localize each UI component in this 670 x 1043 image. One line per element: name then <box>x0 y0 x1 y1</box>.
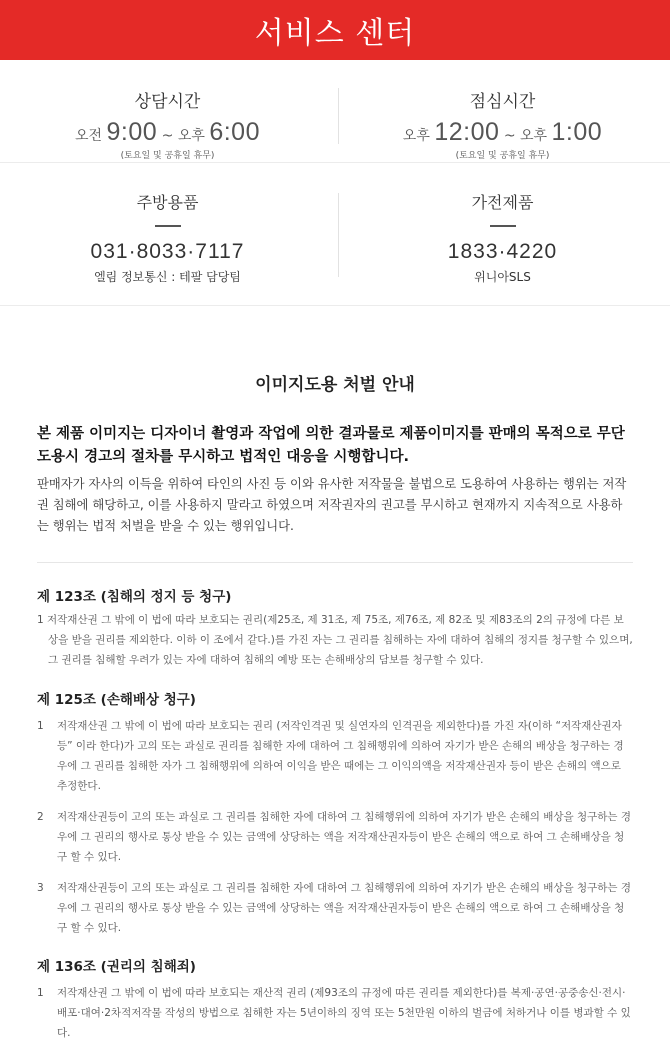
notice-title: 이미지도용 처벌 안내 <box>255 375 415 395</box>
lunch-hours <box>335 60 670 162</box>
lunch-start-time: 12:00 <box>434 118 500 146</box>
article-136-heading: 제 136조 (권리의 침해죄) <box>37 959 196 975</box>
appliance-contact-team: 위니아SLS <box>474 270 531 284</box>
banner-title: 서비스 센터 <box>254 16 416 51</box>
article-136 <box>37 955 633 1043</box>
lunch-end-prefix: 오후 <box>520 128 548 144</box>
lunch-start-prefix: 오후 <box>402 128 430 144</box>
appliance-contact-title: 가전제품 <box>471 193 534 212</box>
notice-warning: 본 제품 이미지는 디자이너 촬영과 작업에 의한 결과물로 제품이미지를 판매의 목적으로 무단 도용시 경고의 절차를 무시하고 법적인 대응을 시행합니다. <box>37 426 625 465</box>
article-123-heading: 제 123조 (침해의 정지 등 청구) <box>37 589 232 605</box>
contacts-divider <box>338 193 339 277</box>
article-125-item <box>37 878 633 938</box>
consult-hours-title: 상담시간 <box>134 92 201 112</box>
kitchen-contact-team: 엘림 정보통신 : 테팔 담당팀 <box>94 270 241 284</box>
article-125-heading: 제 125조 (손해배상 청구) <box>37 692 196 708</box>
consult-hours-note: (토요일 및 공휴일 휴무) <box>120 151 215 161</box>
consult-end-prefix: 오후 <box>177 128 205 144</box>
item-number: 3 <box>37 882 44 894</box>
consult-end-time: 6:00 <box>209 118 260 146</box>
appliance-dash-divider <box>490 225 516 227</box>
section-divider <box>37 562 633 563</box>
consult-hours-time <box>0 118 335 147</box>
item-number: 1 <box>37 987 44 999</box>
article-123-text: 1 저작재산권 그 밖에 이 법에 따라 보호되는 권리(제25조, 제 31조, 제 75조, 제76조, 제 82조 및 제83조의 2의 규정에 다른 보상을 받을 권리를 제외한다. 이하 이 조에서 같다.)를 가진 자는 그 권리를 침해하는 자에 대하여 침해의 정지를 청구할 수 있으며, 그 권리를 침해할 우려가 있는 자에 대하여 침해의 예방 또는 손해배상의 담보를 청구할 수 있다. <box>37 614 633 666</box>
item-text: 저작재산권등이 고의 또는 과실로 그 권리를 침해한 자에 대하여 그 침해행위에 의하여 자기가 받은 손해의 배상을 청구하는 경우에 그 권리의 행사로 통상 받을 수 있는 금액에 상당하는 액을 저작재산권자등이 받은 손해의 액으로 하여 그 손해배상을 청구 할 수 있다. <box>57 882 632 934</box>
consult-tilde: ~ <box>161 128 174 144</box>
appliance-contact <box>335 163 670 305</box>
lunch-end-time: 1:00 <box>551 118 603 146</box>
kitchen-dash-divider <box>155 225 181 227</box>
kitchen-contact <box>0 163 335 305</box>
lunch-tilde: ~ <box>503 128 516 144</box>
lunch-hours-note: (토요일 및 공휴일 휴무) <box>455 151 550 161</box>
item-number: 2 <box>37 811 44 823</box>
appliance-phone-number[interactable]: 1833·4220 <box>447 240 558 263</box>
item-text: 저작재산권 그 밖에 이 법에 따라 보호되는 권리 (저작인격권 및 실연자의 인격권을 제외한다)를 가진 자(이하 “저작재산권자등” 이라 한다)가 고의 또는 과실로 권리를 침해한 자에 대하여 그 침해행위에 의하여 자기가 받은 손해의 배상을 청구하는 경우에 그 권리를 침해한 자가 그 침해행위에 의하여 이익을 받은 때에는 그 이익의액을 저작재산권자 등이 받은 손해의 액으로 추정한다. <box>57 720 624 792</box>
item-number: 1 <box>37 720 44 732</box>
article-125 <box>37 688 633 938</box>
hours-divider <box>338 88 339 144</box>
item-text: 저작재산권 그 밖에 이 법에 따라 보호되는 재산적 권리 (제93조의 규정에 따른 권리를 제외한다)를 복제·공연·공중송신·전시·배포·대여·2차적저작물 작성의 방법으로 침해한 자는 5년이하의 징역 또는 5천만원 이하의 벌금에 처하거나 이를 병과할 수 있다. <box>57 987 631 1039</box>
article-136-item <box>37 983 633 1043</box>
kitchen-contact-title: 주방용품 <box>136 193 199 212</box>
article-125-item <box>37 716 633 796</box>
consult-start-time: 9:00 <box>106 118 158 146</box>
article-123 <box>37 585 633 670</box>
notice-description: 판매자가 자사의 이득을 위하여 타인의 사진 등 이와 유사한 저작물을 불법으로 도용하여 사용하는 행위는 저작권 침해에 해당하고, 이를 사용하지 말라고 하였으며 저작권자의 권고를 무시하고 현재까지 지속적으로 사용하는 행위는 법적 처벌을 받을 수 있는 행위입니다. <box>37 477 627 533</box>
item-text: 저작재산권등이 고의 또는 과실로 그 권리를 침해한 자에 대하여 그 침해행위에 의하여 자기가 받은 손해의 배상을 청구하는 경우에 그 권리의 행사로 통상 받을 수 있는 금액에 상당하는 액을 저작재산권자등이 받은 손해의 액으로 하여 그 손해배상을 청구 할 수 있다. <box>57 811 632 863</box>
contacts-section <box>0 163 670 306</box>
lunch-hours-title: 점심시간 <box>469 92 536 112</box>
kitchen-phone-number[interactable]: 031·8033·7117 <box>90 240 245 263</box>
hours-section <box>0 60 670 163</box>
lunch-hours-time <box>335 118 670 147</box>
service-center-banner <box>0 0 670 60</box>
consult-start-prefix: 오전 <box>74 128 103 144</box>
article-125-item <box>37 807 633 867</box>
consult-hours <box>0 60 335 162</box>
